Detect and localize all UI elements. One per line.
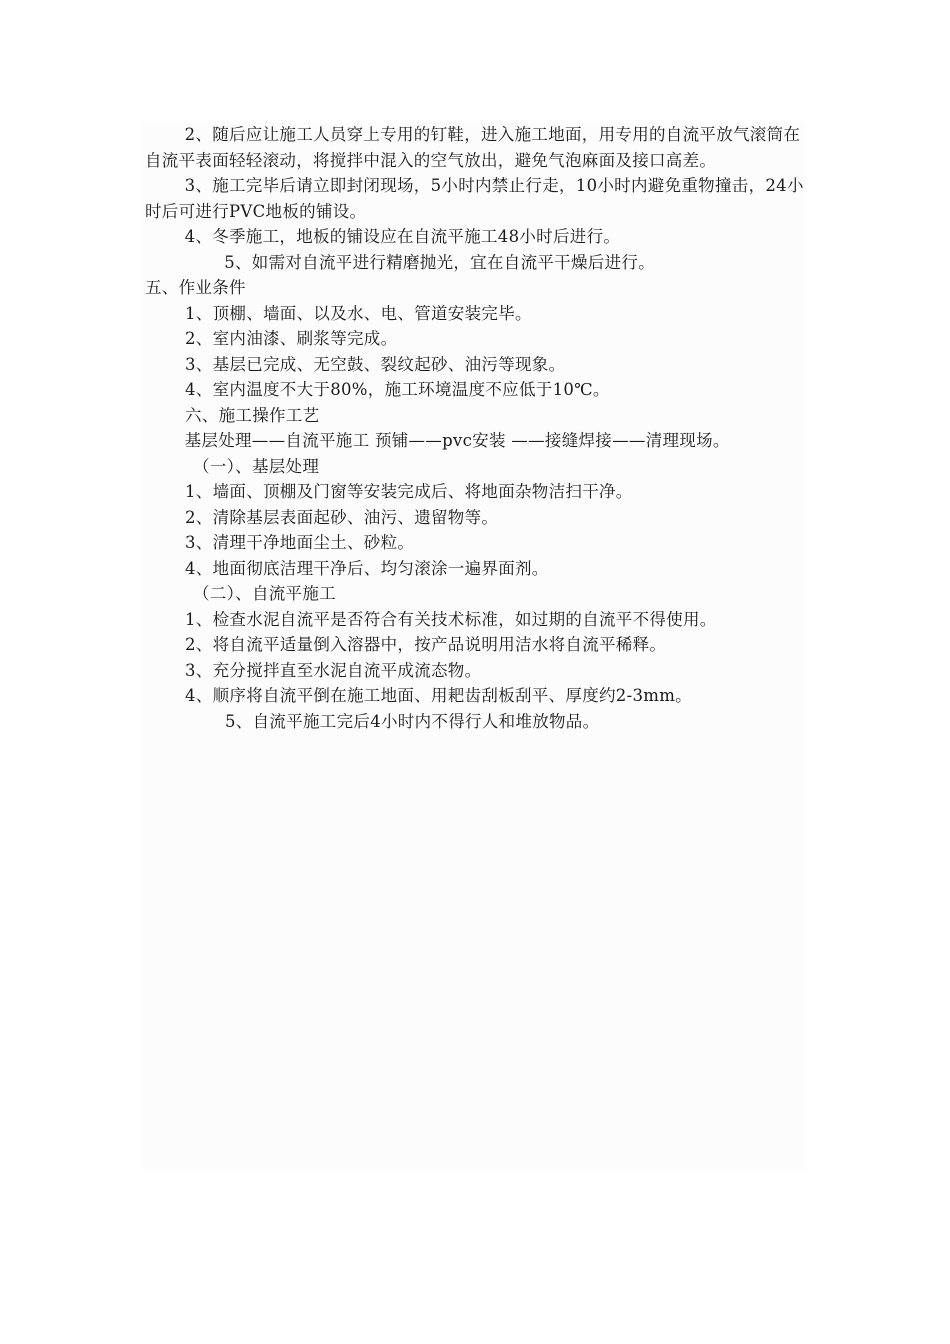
subsection-heading-self-leveling: （二）、自流平施工 (193, 584, 336, 603)
section-heading-process: 六、施工操作工艺 (185, 405, 320, 425)
subsection-heading-base: （一）、基层处理 (193, 456, 320, 476)
list-item: 4、地面彻底洁理干净后、均匀滚涂一遍界面剂。 (185, 558, 549, 578)
list-item: 3、清理干净地面尘土、砂粒。 (185, 533, 415, 552)
list-item: 2、将自流平适量倒入溶器中，按产品说明用洁水将自流平稀释。 (185, 635, 667, 654)
paragraph-3-close-site: 3、施工完毕后请立即封闭现场，5小时内禁止行走，10小时内避免重物撞击，24小时后可进行PVC地板的铺设。 (145, 176, 804, 221)
list-item: 1、检查水泥自流平是否符合有关技术标准，如过期的自流平不得使用。 (185, 609, 717, 629)
list-item: 2、室内油漆、刷浆等完成。 (185, 329, 398, 348)
list-item: 1、顶棚、墙面、以及水、电、管道安装完毕。 (185, 303, 532, 323)
list-item: 4、室内温度不大于80%，施工环境温度不应低于10℃。 (185, 380, 610, 399)
list-item: 2、清除基层表面起砂、油污、遗留物等。 (185, 507, 499, 527)
paragraph-5-polish: 5、如需对自流平进行精磨抛光，宜在自流平干燥后进行。 (224, 252, 655, 272)
section-heading-work-conditions: 五、作业条件 (145, 278, 246, 297)
list-item: 3、充分搅拌直至水泥自流平成流态物。 (185, 660, 482, 680)
paragraph-4-winter: 4、冬季施工，地板的铺设应在自流平施工48小时后进行。 (184, 227, 621, 246)
process-flow: 基层处理——自流平施工 预铺——pvc安装 ——接缝焊接——清理现场。 (184, 431, 730, 450)
list-item: 4、顺序将自流平倒在施工地面、用耙齿刮板刮平、厚度约2-3mm。 (185, 686, 692, 705)
list-item: 5、自流平施工完后4小时内不得行人和堆放物品。 (225, 711, 600, 731)
list-item: 1、墙面、顶棚及门窗等安装完成后、将地面杂物洁扫干净。 (185, 482, 633, 501)
list-item: 3、基层已完成、无空鼓、裂纹起砂、油污等现象。 (185, 354, 566, 374)
document-body (145, 122, 807, 734)
paragraph-2-release-air: 2、随后应让施工人员穿上专用的钉鞋，进入施工地面，用专用的自流平放气滚筒在自流平表面轻轻滚动，将搅拌中混入的空气放出，避免气泡麻面及接口高差。 (145, 125, 801, 170)
